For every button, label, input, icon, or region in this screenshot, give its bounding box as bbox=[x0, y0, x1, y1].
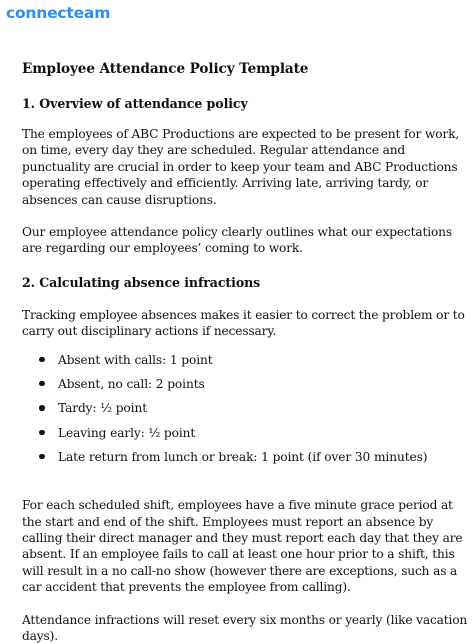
list-item bbox=[22, 449, 468, 473]
document-title: Employee Attendance Policy Template bbox=[22, 61, 309, 77]
list-item-text: Leaving early: ½ point bbox=[58, 425, 196, 440]
grace-period-paragraph: For each scheduled shift, employees have a five minute grace period at the start and end of the shift. Employees must report an absence by calling their direct manager and they must report each day that they are absent. If an employee fails to call at least one hour prior to a shift, this will result in a no call-no show (however there are exceptions, such as a car accident that prevents the employee from calling). bbox=[22, 498, 463, 595]
list-item bbox=[22, 400, 468, 424]
infraction-points-list bbox=[22, 352, 468, 473]
connecteam-logo: connecteam bbox=[6, 4, 111, 22]
list-item-text: Tardy: ½ point bbox=[58, 401, 148, 416]
list-item-text: Late return from lunch or break: 1 point (if over 30 minutes) bbox=[58, 449, 428, 464]
overview-paragraph: The employees of ABC Productions are expected to be present for work, on time, every day they are scheduled. Regular attendance and punctuality are crucial in order to keep your team and ABC Productions operating effectively and efficiently. Arriving late, arriving tardy, or absences can cause disruptions. bbox=[22, 127, 460, 207]
tracking-paragraph: Tracking employee absences makes it easier to correct the problem or to carry out disciplinary actions if necessary. bbox=[22, 307, 465, 339]
list-item-text: Absent, no call: 2 points bbox=[58, 376, 205, 391]
bullet-icon bbox=[39, 430, 45, 436]
bullet-icon bbox=[39, 357, 45, 363]
bullet-icon bbox=[39, 454, 45, 460]
document-body bbox=[22, 60, 468, 644]
list-item bbox=[22, 376, 468, 400]
list-item-text: Absent with calls: 1 point bbox=[58, 352, 213, 367]
list-item bbox=[22, 425, 468, 449]
bullet-icon bbox=[39, 381, 45, 387]
list-item bbox=[22, 352, 468, 376]
section-heading-absence-infractions: 2. Calculating absence infractions bbox=[22, 274, 261, 290]
bullet-icon bbox=[39, 405, 45, 411]
section-heading-overview: 1. Overview of attendance policy bbox=[22, 96, 248, 111]
policy-summary-paragraph: Our employee attendance policy clearly outlines what our expectations are regarding our employees’ coming to work. bbox=[22, 225, 452, 256]
reset-paragraph: Attendance infractions will reset every six months or yearly (like vacation days). bbox=[22, 612, 468, 643]
